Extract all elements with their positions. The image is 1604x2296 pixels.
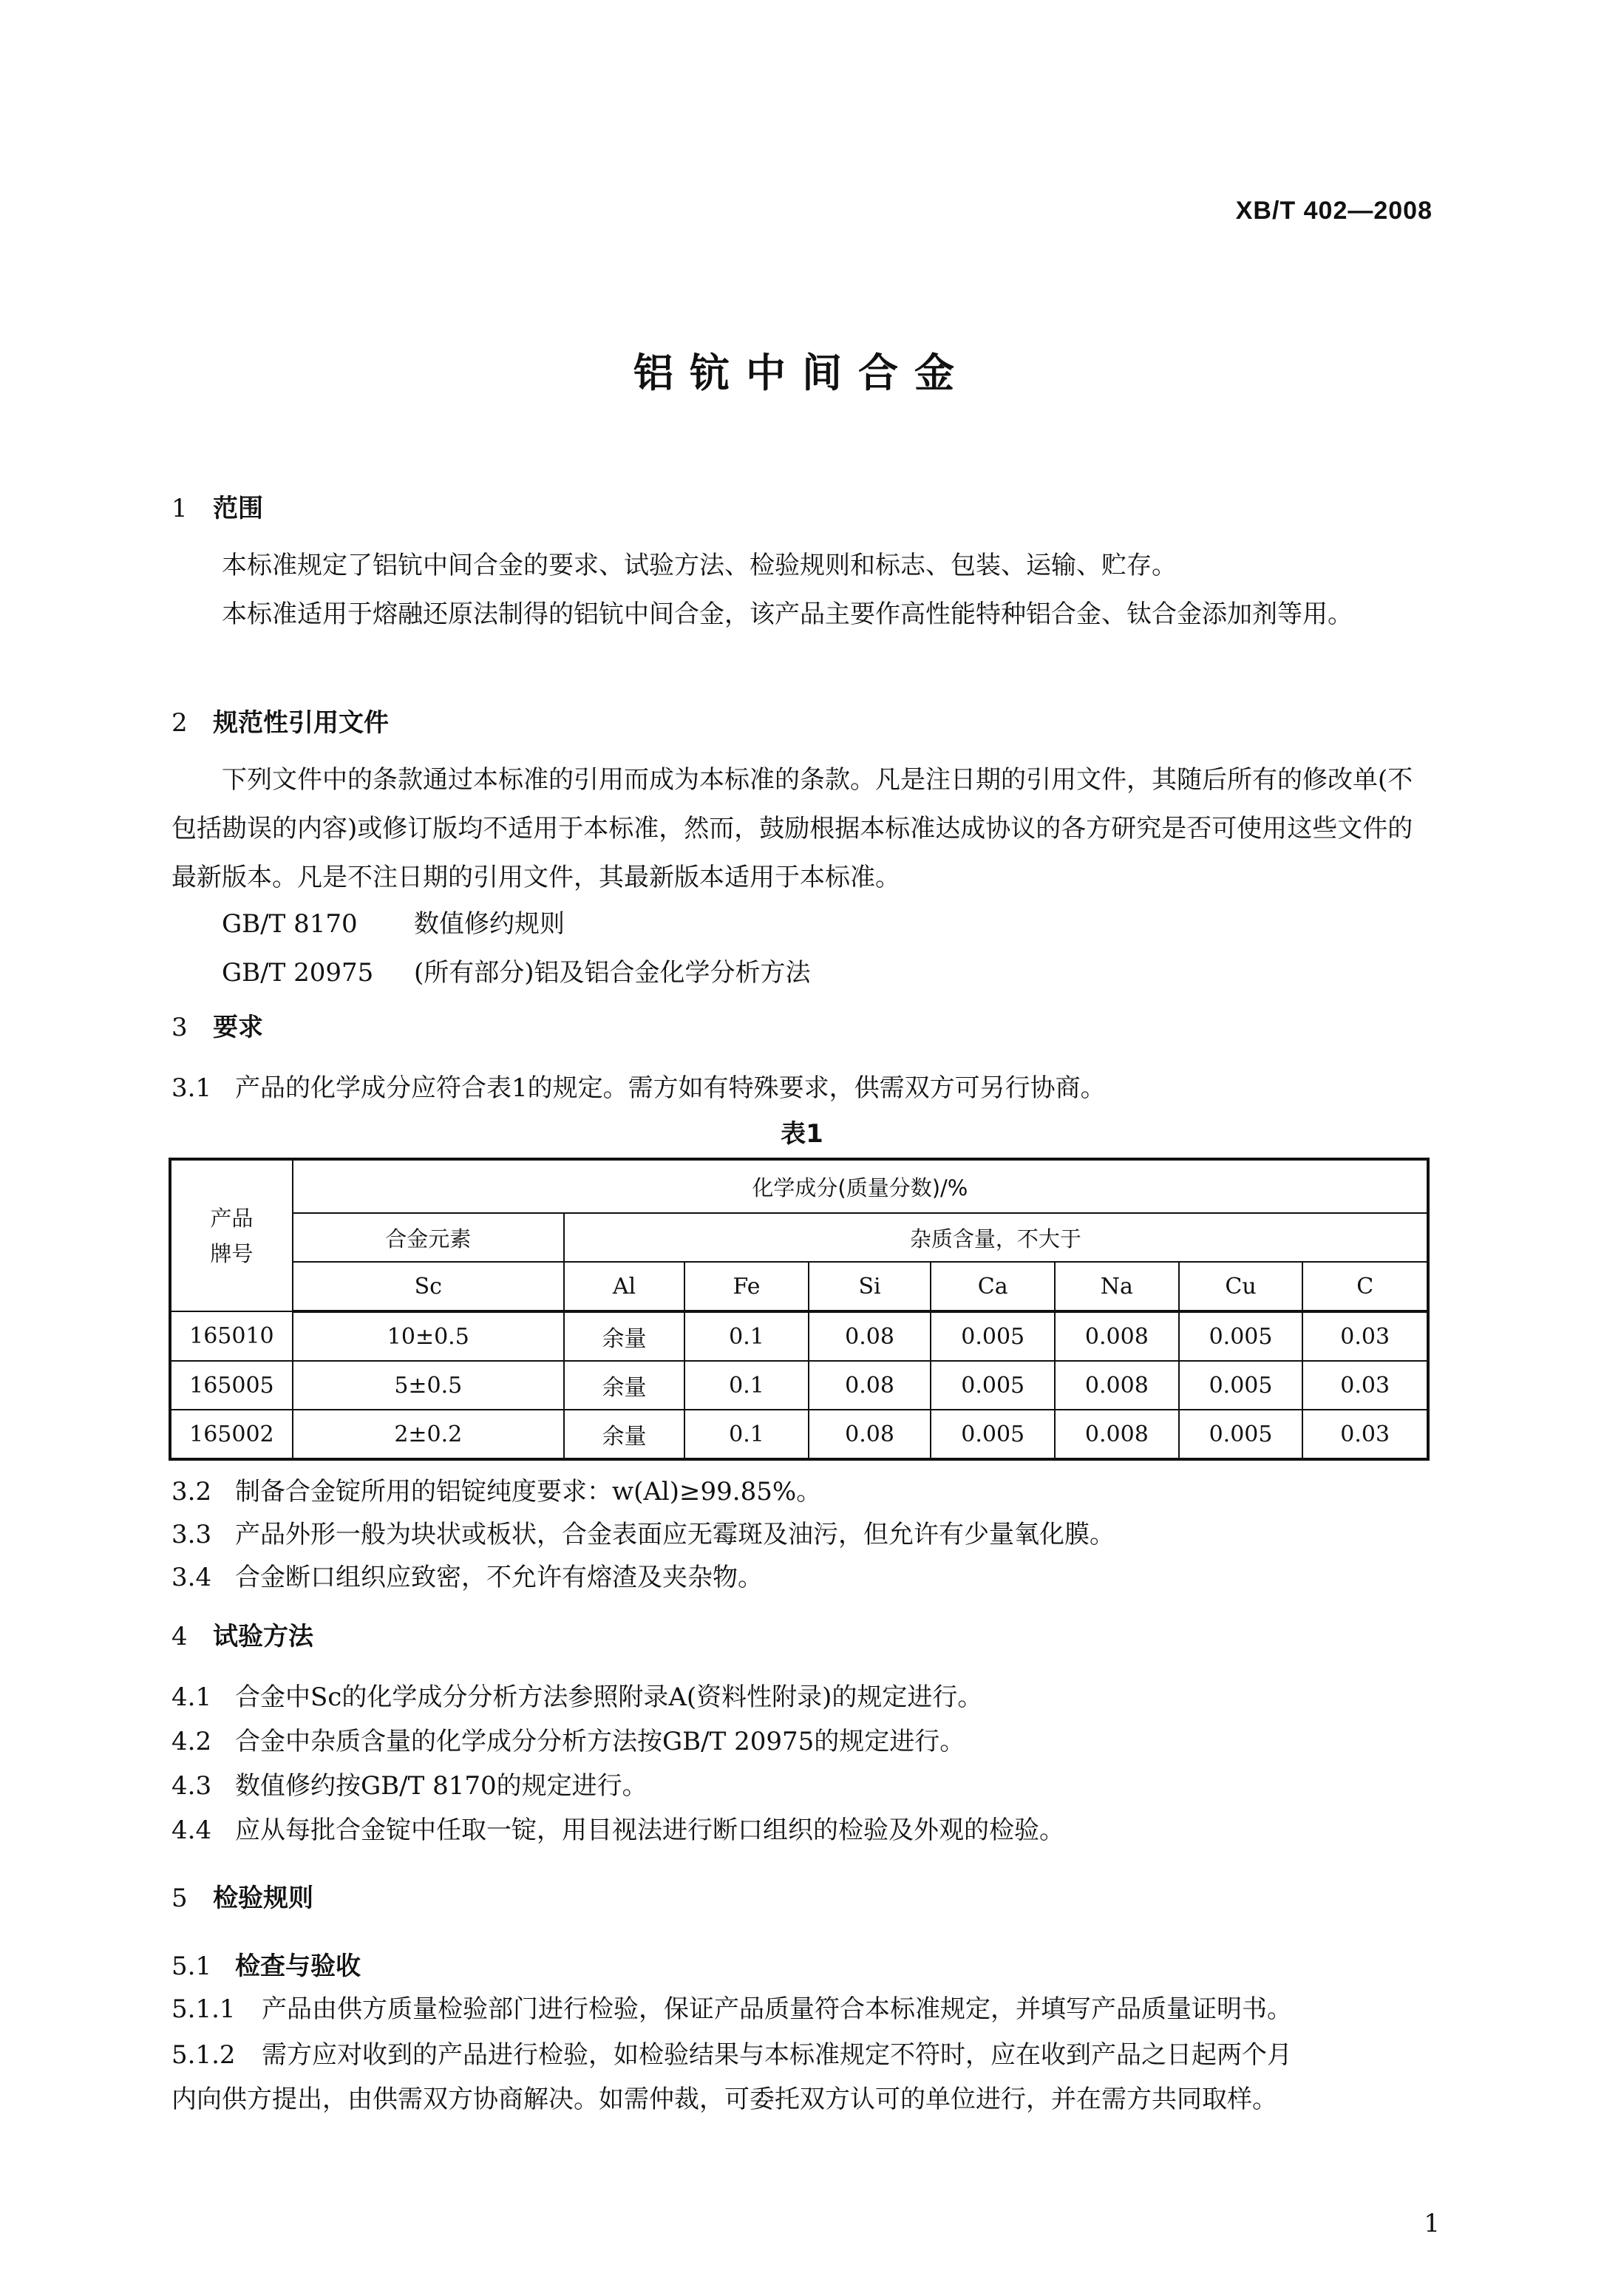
header-chemical-composition: 化学成分(质量分数)/% bbox=[293, 1159, 1428, 1213]
table-caption: 表1 bbox=[781, 1119, 823, 1149]
clause-text: 合金断口组织应致密，不允许有熔渣及夹杂物。 bbox=[235, 1563, 763, 1592]
clause-4-1 bbox=[171, 1677, 982, 1713]
section-1-heading bbox=[171, 488, 263, 524]
section-number: 5 bbox=[171, 1884, 188, 1913]
clause-number: 4.1 bbox=[171, 1682, 212, 1712]
table-cell: 0.1 bbox=[684, 1361, 809, 1410]
clause-3-2 bbox=[171, 1471, 821, 1507]
column-header: Al bbox=[564, 1262, 684, 1311]
normative-reference bbox=[222, 952, 811, 988]
section-5-heading bbox=[171, 1878, 313, 1914]
table-cell: 0.008 bbox=[1055, 1311, 1179, 1361]
clause-3-4 bbox=[171, 1557, 763, 1593]
clause-text: 应从每批合金锭中任取一锭，用目视法进行断口组织的检验及外观的检验。 bbox=[235, 1816, 1064, 1845]
table-cell: 0.005 bbox=[1179, 1410, 1303, 1459]
clause-number: 3.4 bbox=[171, 1563, 212, 1592]
clause-5-1-2-continuation bbox=[171, 2079, 1277, 2115]
table-cell: 0.005 bbox=[931, 1311, 1055, 1361]
clause-5-1-1 bbox=[171, 1988, 1292, 2025]
table-cell: 余量 bbox=[564, 1410, 684, 1459]
clause-3-3 bbox=[171, 1514, 1115, 1550]
clause-number: 3.2 bbox=[171, 1477, 212, 1507]
clause-number: 4.3 bbox=[171, 1771, 212, 1801]
section-title: 检验规则 bbox=[213, 1884, 313, 1913]
table-cell: 余量 bbox=[564, 1311, 684, 1361]
table-cell: 165002 bbox=[170, 1410, 293, 1459]
subsection-number: 5.1 bbox=[171, 1952, 212, 1981]
table-cell: 0.08 bbox=[809, 1410, 931, 1459]
clause-text: 数值修约按GB/T 8170的规定进行。 bbox=[235, 1771, 648, 1801]
column-header: Na bbox=[1055, 1262, 1179, 1311]
reference-title: 数值修约规则 bbox=[414, 909, 565, 939]
table-cell: 0.03 bbox=[1302, 1410, 1428, 1459]
section-title: 范围 bbox=[213, 494, 263, 523]
table-row bbox=[170, 1311, 1428, 1361]
table-cell: 0.1 bbox=[684, 1410, 809, 1459]
table-cell: 0.08 bbox=[809, 1311, 931, 1361]
table-row bbox=[170, 1410, 1428, 1459]
table-row bbox=[170, 1361, 1428, 1410]
section-4-heading bbox=[171, 1616, 313, 1652]
clause-3-1 bbox=[171, 1067, 1106, 1104]
column-header: Fe bbox=[684, 1262, 809, 1311]
clause-number: 4.2 bbox=[171, 1727, 212, 1756]
paragraph-text: 下列文件中的条款通过本标准的引用而成为本标准的条款。凡是注日期的引用文件，其随后所有的修改单(不包括勘误的内容)或修订版均不适用于本标准，然而，鼓励根据本标准达成协议的各方研究是否可使用这些文件的最新版本。凡是不注日期的引用文件，其最新版本适用于本标准。 bbox=[171, 765, 1413, 892]
reference-code: GB/T 8170 bbox=[222, 909, 358, 939]
header-brand: 产品 牌号 bbox=[170, 1159, 293, 1311]
clause-text: 合金中杂质含量的化学成分分析方法按GB/T 20975的规定进行。 bbox=[235, 1727, 965, 1756]
table-cell: 0.1 bbox=[684, 1311, 809, 1361]
table-cell: 0.008 bbox=[1055, 1410, 1179, 1459]
header-impurity: 杂质含量，不大于 bbox=[564, 1213, 1428, 1262]
normative-reference bbox=[222, 903, 565, 940]
table-cell: 0.005 bbox=[1179, 1311, 1303, 1361]
table-cell: 0.03 bbox=[1302, 1311, 1428, 1361]
section-title: 要求 bbox=[213, 1013, 263, 1042]
table-cell: 0.005 bbox=[931, 1361, 1055, 1410]
page-number: 1 bbox=[1424, 2209, 1440, 2238]
clause-number: 4.4 bbox=[171, 1816, 212, 1845]
section-number: 1 bbox=[171, 494, 188, 523]
table-cell: 0.08 bbox=[809, 1361, 931, 1410]
section-number: 2 bbox=[171, 708, 188, 738]
clause-number: 5.1.2 bbox=[171, 2040, 236, 2070]
table-cell: 10±0.5 bbox=[293, 1311, 564, 1361]
section-2-heading bbox=[171, 702, 389, 738]
subsection-title: 检查与验收 bbox=[235, 1952, 361, 1981]
section-1-paragraph-2 bbox=[171, 590, 1428, 639]
clause-5-1-2 bbox=[171, 2034, 1292, 2071]
clause-text: 制备合金锭所用的铝锭纯度要求：w(Al)≥99.85%。 bbox=[235, 1477, 822, 1507]
clause-text: 合金中Sc的化学成分分析方法参照附录A(资料性附录)的规定进行。 bbox=[235, 1682, 983, 1712]
table-cell: 0.005 bbox=[1179, 1361, 1303, 1410]
paragraph-text: 本标准适用于熔融还原法制得的铝钪中间合金，该产品主要作高性能特种铝合金、钛合金添加剂等用。 bbox=[222, 600, 1353, 629]
table-cell: 5±0.5 bbox=[293, 1361, 564, 1410]
section-2-paragraph-1 bbox=[171, 755, 1428, 902]
clause-number: 3.3 bbox=[171, 1520, 212, 1549]
clause-4-4 bbox=[171, 1810, 1064, 1846]
table-cell: 165010 bbox=[170, 1311, 293, 1361]
clause-text: 需方应对收到的产品进行检验，如检验结果与本标准规定不符时，应在收到产品之日起两个月 bbox=[262, 2040, 1292, 2070]
clause-4-2 bbox=[171, 1721, 965, 1757]
document-code: XB/T 402—2008 bbox=[1235, 197, 1433, 225]
section-number: 4 bbox=[171, 1622, 188, 1651]
reference-title: (所有部分)铝及铝合金化学分析方法 bbox=[414, 958, 811, 988]
column-header: Sc bbox=[293, 1262, 564, 1311]
table-cell: 165005 bbox=[170, 1361, 293, 1410]
section-title: 试验方法 bbox=[213, 1622, 313, 1651]
clause-text: 产品由供方质量检验部门进行检验，保证产品质量符合本标准规定，并填写产品质量证明书。 bbox=[262, 1994, 1292, 2024]
table-cell: 0.008 bbox=[1055, 1361, 1179, 1410]
column-header: C bbox=[1302, 1262, 1428, 1311]
table-cell: 0.005 bbox=[931, 1410, 1055, 1459]
paragraph-text: 本标准规定了铝钪中间合金的要求、试验方法、检验规则和标志、包装、运输、贮存。 bbox=[222, 551, 1177, 580]
section-3-heading bbox=[171, 1007, 263, 1043]
clause-text: 产品外形一般为块状或板状，合金表面应无霉斑及油污，但允许有少量氧化膜。 bbox=[235, 1520, 1115, 1549]
clause-number: 3.1 bbox=[171, 1073, 212, 1103]
section-1-paragraph-1 bbox=[171, 541, 1428, 590]
column-header: Si bbox=[809, 1262, 931, 1311]
clause-number: 5.1.1 bbox=[171, 1994, 236, 2024]
section-title: 规范性引用文件 bbox=[213, 708, 389, 738]
document-title: 铝钪中间合金 bbox=[633, 350, 971, 396]
chemical-composition-table bbox=[169, 1158, 1430, 1461]
column-header: Cu bbox=[1179, 1262, 1303, 1311]
table-cell: 2±0.2 bbox=[293, 1410, 564, 1459]
table-cell: 余量 bbox=[564, 1361, 684, 1410]
header-alloy-element: 合金元素 bbox=[293, 1213, 564, 1262]
clause-text: 内向供方提出，由供需双方协商解决。如需仲裁，可委托双方认可的单位进行，并在需方共同取样。 bbox=[171, 2085, 1277, 2114]
clause-text: 产品的化学成分应符合表1的规定。需方如有特殊要求，供需双方可另行协商。 bbox=[235, 1073, 1106, 1103]
section-number: 3 bbox=[171, 1013, 188, 1042]
subsection-5-1-heading bbox=[171, 1946, 361, 1982]
table-cell: 0.03 bbox=[1302, 1361, 1428, 1410]
reference-code: GB/T 20975 bbox=[222, 958, 374, 988]
column-header: Ca bbox=[931, 1262, 1055, 1311]
clause-4-3 bbox=[171, 1765, 648, 1801]
